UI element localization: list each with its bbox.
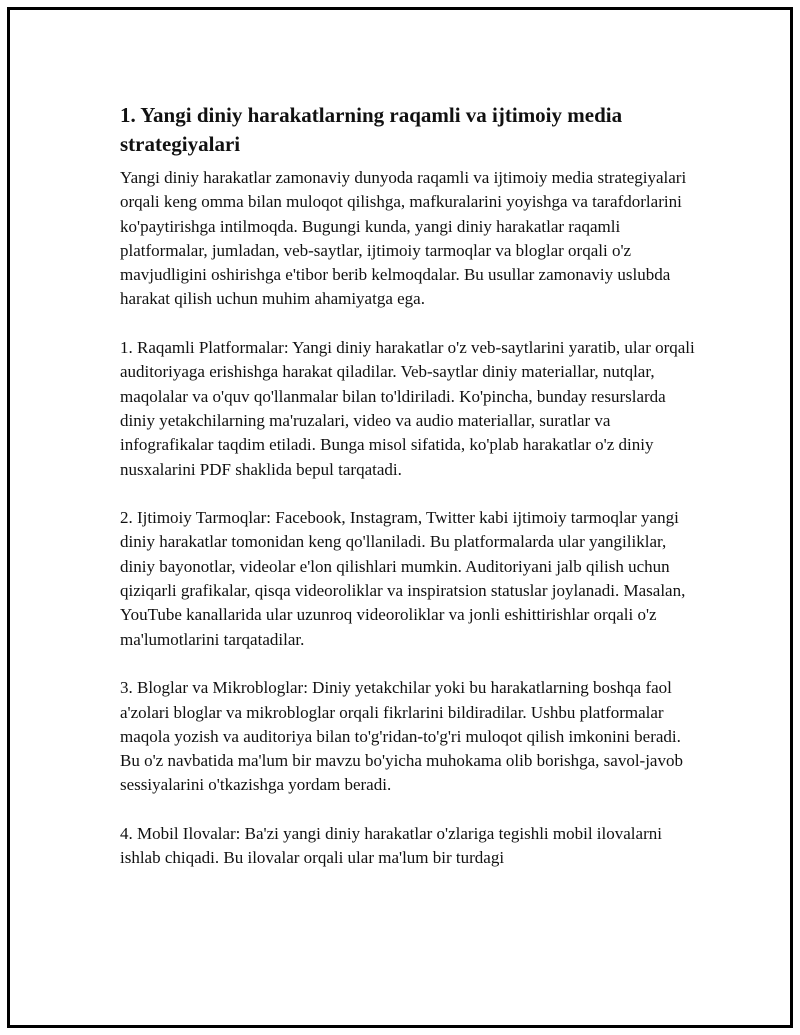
paragraph-mobile-apps: 4. Mobil Ilovalar: Ba'zi yangi diniy harakatlar o'zlariga tegishli mobil ilovalarni ishlab chiqadi. Bu ilovalar orqali ular ma'lum bir turdagi [120, 824, 662, 868]
paragraph-blogs: 3. Bloglar va Mikrobloglar: Diniy yetakchilar yoki bu harakatlarning boshqa faol a'zolari bloglar va mikrobloglar orqali fikrlarini bildiradilar. Ushbu platformalar maqola yozish va auditoriya bilan to'g'ridan-to'g'ri muloqot qilish imkonini beradi. Bu o'z navbatida ma'lum bir mavzu bo'yicha muhokama olib borishga, savol-javob sessiyalarini o'tkazishga yordam beradi. [120, 678, 683, 795]
intro-paragraph: Yangi diniy harakatlar zamonaviy dunyoda raqamli va ijtimoiy media strategiyalari orqali keng omma bilan muloqot qilishga, mafkuralarini yoyishga va tarafdorlarini ko'paytirishga intilmoqda. Bugungi kunda, yangi diniy harakatlar raqamli platformalar, jumladan, veb-saytlar, ijtimoiy tarmoqlar va bloglar orqali o'z mavjudligini oshirishga e'tibor berib kelmoqdalar. Bu usullar zamonaviy uslubda harakat qilish uchun muhim ahamiyatga ega. [120, 168, 687, 309]
document-body [120, 101, 700, 871]
page-frame [7, 7, 793, 1028]
paragraph-social-networks: 2. Ijtimoiy Tarmoqlar: Facebook, Instagram, Twitter kabi ijtimoiy tarmoqlar yangi diniy harakatlar tomonidan keng qo'llaniladi. Bu platformalarda ular yangiliklar, diniy bayonotlar, videolar e'lon qilishlari mumkin. Auditoriyani jalb qilish uchun qiziqarli grafikalar, qisqa videoroliklar va inspiratsion statuslar joylanadi. Masalan, YouTube kanallarida ular uzunroq videoroliklar va jonli eshittirishlar orqali o'z ma'lumotlarini tarqatadilar. [120, 508, 686, 649]
document-title: 1. Yangi diniy harakatlarning raqamli va ijtimoiy media strategiyalari [120, 103, 623, 156]
paragraph-digital-platforms: 1. Raqamli Platformalar: Yangi diniy harakatlar o'z veb-saytlarini yaratib, ular orqali auditoriyaga erishishga harakat qiladilar. Veb-saytlar diniy materiallar, nutqlar, maqolalar va o'quv qo'llanmalar bilan to'ldiriladi. Ko'pincha, bunday resurslarda diniy yetakchilarning ma'ruzalari, video va audio materiallar, suratlar va infografikalar taqdim etiladi. Bunga misol sifatida, ko'plab harakatlar o'z diniy nusxalarini PDF shaklida bepul tarqatadi. [120, 338, 695, 479]
